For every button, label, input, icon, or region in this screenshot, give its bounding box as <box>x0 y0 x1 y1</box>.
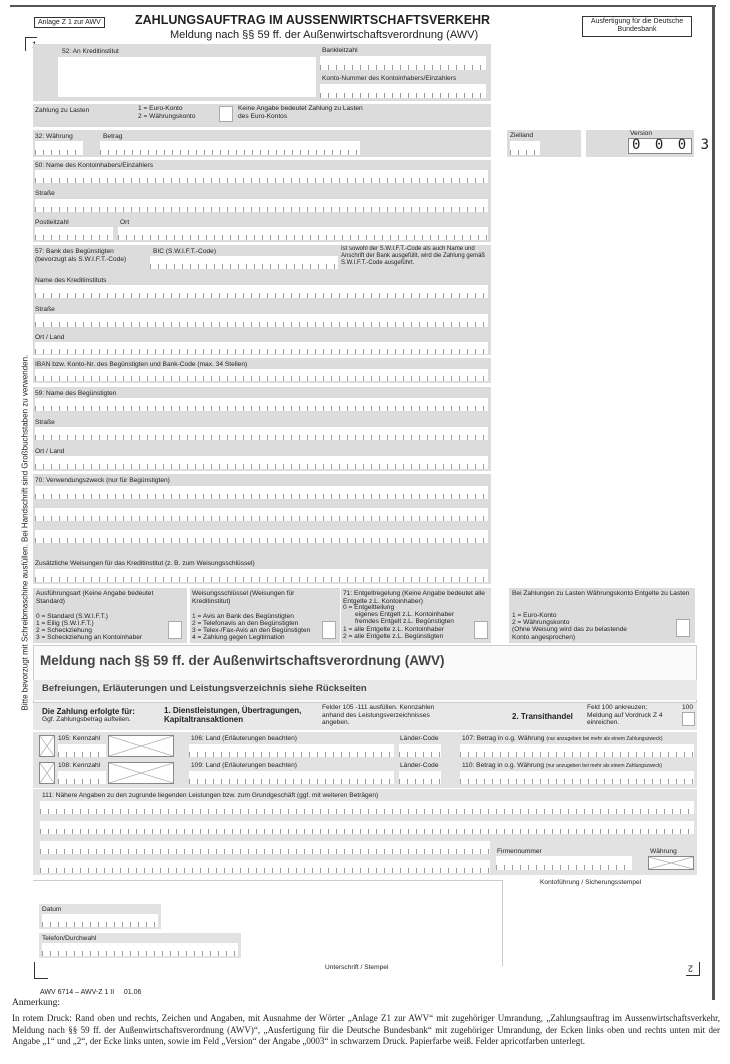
name-kreditinstitut-label: Name des Kreditinstituts <box>35 277 107 284</box>
form-border-right <box>712 5 715 1000</box>
angaben-111-line-4[interactable] <box>40 860 490 873</box>
transithandel-checkbox[interactable] <box>682 712 695 726</box>
waehrungskonto-box-input[interactable] <box>676 619 690 637</box>
betrag-107-label <box>462 735 663 743</box>
dienst-text: 1. Dienstleistungen, Übertragungen, Kapitaltransaktionen <box>164 706 302 725</box>
kennzahl-105-marker <box>108 735 174 757</box>
weisung-opt-0: 1 = Avis an Bank des Begünstigten <box>192 613 294 620</box>
waehrungskonto-option: 2 = Währungskonto <box>138 113 196 120</box>
waehrungskonto-box-title-text: Bei Zahlungen zu Lasten Währungskonto Entgelte zu Lasten <box>512 590 690 597</box>
bic-input[interactable] <box>150 256 338 269</box>
waehrungskonto-box-opt-1: 2 = Währungskonto <box>512 619 570 626</box>
datum-input[interactable] <box>42 914 158 927</box>
stempel-label: Kontoführung / Sicherungsstempel <box>540 879 642 886</box>
keine-angabe-note <box>238 105 368 120</box>
swift-note-text: Ist sowohl der S.W.I.F.T.-Code als auch Name und Anschrift der Bank ausgefüllt, wird die Zahlung gemäß S.W.I.F.T.-Code ausgeführt. <box>341 246 486 266</box>
betrag-110-text: 110: Betrag in o.g. Währung <box>462 762 544 769</box>
postleitzahl-label: Postleitzahl <box>35 219 69 226</box>
name-kreditinstitut-input[interactable] <box>35 285 488 298</box>
iban-label: IBAN bzw. Konto-Nr. des Begünstigten und Bank-Code (max. 34 Stellen) <box>35 361 248 368</box>
weisung-opt-2: 3 = Telex-/Fax-Avis an den Begünstigten <box>192 627 311 634</box>
anmerkung-text: In rotem Druck: Rand oben und rechts, Zeichen und Angaben, mit Ausnahme der Wörter „Anlage Z1 zur AWV“ mit zugehöriger Umrandung, „Zahlungsauftrag im Aussenwirtschaftsverkehr, Meldung nach §§ 59 ff. der Außenwirtschaftsverordnung (AWV)“, „Ausfertigung für die Deutsche Bundesbank“ mit zugehöriger Umrandung, der Ecken links oben und rechts unten mit der Angabe „1“ und „2“, der Ecke links unten, sowie im Feld „Version“ der Angabe „0003“ in schwarzem Druck. Papierfarbe weiß. Felder apricotfarben unterlegt. <box>12 1013 720 1046</box>
bank-beg-label <box>35 248 145 263</box>
entgelt-title-text: 71: Entgeltregelung (Keine Angabe bedeutet alle Entgelte z.L. Kontoinhaber) <box>343 590 485 605</box>
corner-marker-bottom-left <box>34 962 48 979</box>
kreditinstitut-label: 52: An Kreditinstitut <box>62 48 119 55</box>
ausfuehrungsart-opt-3: 3 = Scheckziehung an Kontoinhaber <box>36 634 143 641</box>
ausfuehrungsart-input[interactable] <box>168 621 182 639</box>
dienst-label <box>164 706 324 724</box>
firmennummer-label: Firmennummer <box>497 848 542 855</box>
firmennummer-input[interactable] <box>496 856 632 870</box>
kennzahl-105-check[interactable] <box>39 735 55 757</box>
angaben-111-line-1[interactable] <box>40 801 694 814</box>
kreditinstitut-input[interactable] <box>58 57 316 97</box>
waehrungskonto-box-opt-2 <box>512 626 642 641</box>
angaben-111-line-2[interactable] <box>40 821 694 834</box>
angaben-111-line-3[interactable] <box>40 841 490 854</box>
betrag-107-text: 107: Betrag in o.g. Währung <box>462 735 545 742</box>
meldung-sub: Befreiungen, Erläuterungen und Leistungsverzeichnis siehe Rückseiten <box>42 683 367 694</box>
entgelt-opt-4: 2 = alle Entgelte z.L. Begünstigten <box>343 633 444 640</box>
betrag-label: Betrag <box>103 133 123 140</box>
land-109-input[interactable] <box>189 771 394 784</box>
entgelt-opt-2: fremdes Entgelt z.L. Begünstigten <box>355 618 454 625</box>
ort-land-label: Ort / Land <box>35 334 65 341</box>
version-value: 0 0 0 3 <box>632 137 713 153</box>
konto-nr-input[interactable] <box>320 84 486 98</box>
entgelt-title <box>343 590 489 605</box>
bankleitzahl-input[interactable] <box>320 56 486 70</box>
bankleitzahl-label: Bankleitzahl <box>322 47 358 54</box>
entgelt-opt-3: 1 = alle Entgelte z.L. Kontoinhaber <box>343 626 444 633</box>
kennzahl-108-label: 108: Kennzahl <box>58 762 101 769</box>
felder-text: Felder 105 -111 ausfüllen. Kennzahlen anhand des Leistungsverzeichnisses angeben. <box>322 704 435 727</box>
feld100-note <box>587 704 673 727</box>
ausfuehrungsart-title-text: Ausführungsart (Keine Angabe bedeutet Standard) <box>36 590 154 605</box>
gegf-label: Ggf. Zahlungsbetrag aufteilen. <box>42 716 131 723</box>
zusaetzliche-label: Zusätzliche Weisungen für das Kreditinstitut (z. B. zum Weisungsschlüssel) <box>35 560 255 567</box>
betrag-110-label <box>462 762 662 770</box>
konto-nr-label: Konto-Nummer des Kontoinhabers/Einzahlers <box>322 75 457 82</box>
strasse3-label: Straße <box>35 419 55 426</box>
kontoinhaber-label: 50: Name des Kontoinhabers/Einzahlers <box>35 162 154 169</box>
ausfertigung-label <box>582 16 692 37</box>
datum-label: Datum <box>42 906 62 913</box>
version-label: Version <box>630 130 652 137</box>
anmerkung-title: Anmerkung: <box>12 998 61 1008</box>
waehrung-111-label: Währung <box>650 848 677 855</box>
verwendungszweck-line-1[interactable] <box>35 486 488 499</box>
kennzahl-105-label: 105: Kennzahl <box>58 735 101 742</box>
weisung-input[interactable] <box>322 621 336 639</box>
anlage-label: Anlage Z 1 zur AWV <box>34 17 105 28</box>
land-109-label: 109: Land (Erläuterungen beachten) <box>191 762 297 769</box>
ausfuehrungsart-opt-1: 1 = Eilig (S.W.I.F.T.) <box>36 620 94 627</box>
laender-code-2-input[interactable] <box>399 771 441 784</box>
weisung-opt-1: 2 = Telefonavis an den Begünstigten <box>192 620 299 627</box>
form-code: AWV 6714 – AWV-Z 1 II 01.06 <box>40 989 142 996</box>
bic-label: BIC (S.W.I.F.T.-Code) <box>153 248 217 255</box>
unterschrift-label: Unterschrift / Stempel <box>325 964 389 971</box>
page-subtitle: Meldung nach §§ 59 ff. der Außenwirtschaftsverordnung (AWV) <box>170 29 479 41</box>
transit-label: 2. Transithandel <box>512 712 573 721</box>
entgelt-opt-1: eigenes Entgelt z.L. Kontoinhaber <box>355 611 454 618</box>
ausfuehrungsart-opt-2: 2 = Scheckziehung <box>36 627 92 634</box>
form-border-top <box>10 5 716 7</box>
strasse3-input[interactable] <box>35 427 488 440</box>
corner-number-2: 2 <box>688 963 694 974</box>
betrag-110-input[interactable] <box>460 771 694 784</box>
entgelt-input[interactable] <box>474 621 488 639</box>
land-106-input[interactable] <box>189 744 394 757</box>
verwendungszweck-line-3[interactable] <box>35 530 488 543</box>
zielland-label: Zielland <box>510 132 534 139</box>
ausfuehrungsart-title <box>36 590 166 605</box>
ort-label: Ort <box>120 219 130 226</box>
waehrung-111-input[interactable] <box>648 856 694 870</box>
laender-code-1-label: Länder-Code <box>400 735 439 742</box>
swift-note <box>341 246 489 267</box>
betrag-input[interactable] <box>100 141 360 155</box>
strasse2-input[interactable] <box>35 314 488 327</box>
page-title: ZAHLUNGSAUFTRAG IM AUSSENWIRTSCHAFTSVERKEHR <box>135 13 491 27</box>
kennzahl-108-input[interactable] <box>58 771 106 784</box>
strasse-label: Straße <box>35 190 55 197</box>
name-beg-input[interactable] <box>35 398 488 411</box>
laender-code-2-label: Länder-Code <box>400 762 439 769</box>
zahlung-zu-lasten-input[interactable] <box>219 106 233 122</box>
entgelt-opt-0: 0 = Entgeltteilung <box>343 604 395 611</box>
betrag-107-input[interactable] <box>460 744 694 757</box>
waehrung-label: 32: Währung <box>35 133 73 140</box>
waehrungskonto-box-title <box>512 590 692 598</box>
kennzahl-108-marker <box>108 762 174 784</box>
kennzahl-105-input[interactable] <box>58 744 106 757</box>
iban-input[interactable] <box>35 369 488 381</box>
ort-land2-label: Ort / Land <box>35 448 65 455</box>
weisung-title <box>192 590 302 605</box>
ort-land2-input[interactable] <box>35 456 488 469</box>
bank-beg-text: 57: Bank des Begünstigten (bevorzugt als S.W.I.F.T.-Code) <box>35 248 127 263</box>
verwendungszweck-line-2[interactable] <box>35 508 488 521</box>
strasse2-label: Straße <box>35 306 55 313</box>
weisung-opt-3: 4 = Zahlung gegen Legitimation <box>192 634 285 641</box>
laender-code-1-input[interactable] <box>399 744 441 757</box>
verwendungszweck-label: 70: Verwendungszweck (nur für Begünstigten) <box>35 477 170 484</box>
telefon-label: Telefon/Durchwahl <box>42 935 97 942</box>
feld100-text: Feld 100 ankreuzen; Meldung auf Vordruck Z 4 einreichen. <box>587 704 663 727</box>
postleitzahl-input[interactable] <box>35 227 113 240</box>
betrag-107-note: (nur anzugeben bei mehr als einem Zahlungszweck) <box>546 736 663 742</box>
weisung-title-text: Weisungsschlüssel (Weisungen für Kreditinstitut) <box>192 590 295 605</box>
zielland-input[interactable] <box>510 141 540 155</box>
ausfertigung-text: Ausfertigung für die Deutsche Bundesbank <box>590 18 684 34</box>
betrag-110-note: (nur anzugeben bei mehr als einem Zahlungszweck) <box>545 763 662 769</box>
feld100-number: 100 <box>682 704 694 711</box>
waehrungskonto-box-opt-0: 1 = Euro-Konto <box>512 612 557 619</box>
erfolgte-label: Die Zahlung erfolgte für: <box>42 707 135 716</box>
keine-angabe-text: Keine Angabe bedeutet Zahlung zu Lasten des Euro-Kontos <box>238 105 363 120</box>
waehrung-input[interactable] <box>35 141 83 155</box>
felder-note <box>322 704 442 727</box>
euro-konto-option: 1 = Euro-Konto <box>138 105 183 112</box>
zahlung-zu-lasten-label: Zahlung zu Lasten <box>35 107 90 114</box>
name-beg-label: 59: Name des Begünstigten <box>35 390 117 397</box>
side-instruction: Bitte bevorzugt mit Schreibmaschine ausfüllen. Bei Handschrift sind Großbuchstaben zu verwenden. <box>20 354 30 711</box>
land-106-label: 106: Land (Erläuterungen beachten) <box>191 735 297 742</box>
ort-input[interactable] <box>118 227 488 240</box>
ort-land-input[interactable] <box>35 342 488 354</box>
strasse-input[interactable] <box>35 199 488 212</box>
waehrungskonto-box-opt-2-text: (Ohne Weisung wird das zu belastende Konto angesprochen) <box>512 626 627 641</box>
kennzahl-108-check[interactable] <box>39 762 55 784</box>
telefon-input[interactable] <box>42 943 238 956</box>
kontoinhaber-input[interactable] <box>35 170 488 183</box>
ausfuehrungsart-opt-0: 0 = Standard (S.W.I.F.T.) <box>36 613 109 620</box>
zusaetzliche-input[interactable] <box>35 569 488 582</box>
meldung-title: Meldung nach §§ 59 ff. der Außenwirtschaftsverordnung (AWV) <box>40 653 445 668</box>
angaben-111-label: 111: Nähere Angaben zu den zugrunde liegenden Leistungen bzw. zum Grundgeschäft (ggf. mit weiteren Beträgen) <box>42 792 379 799</box>
